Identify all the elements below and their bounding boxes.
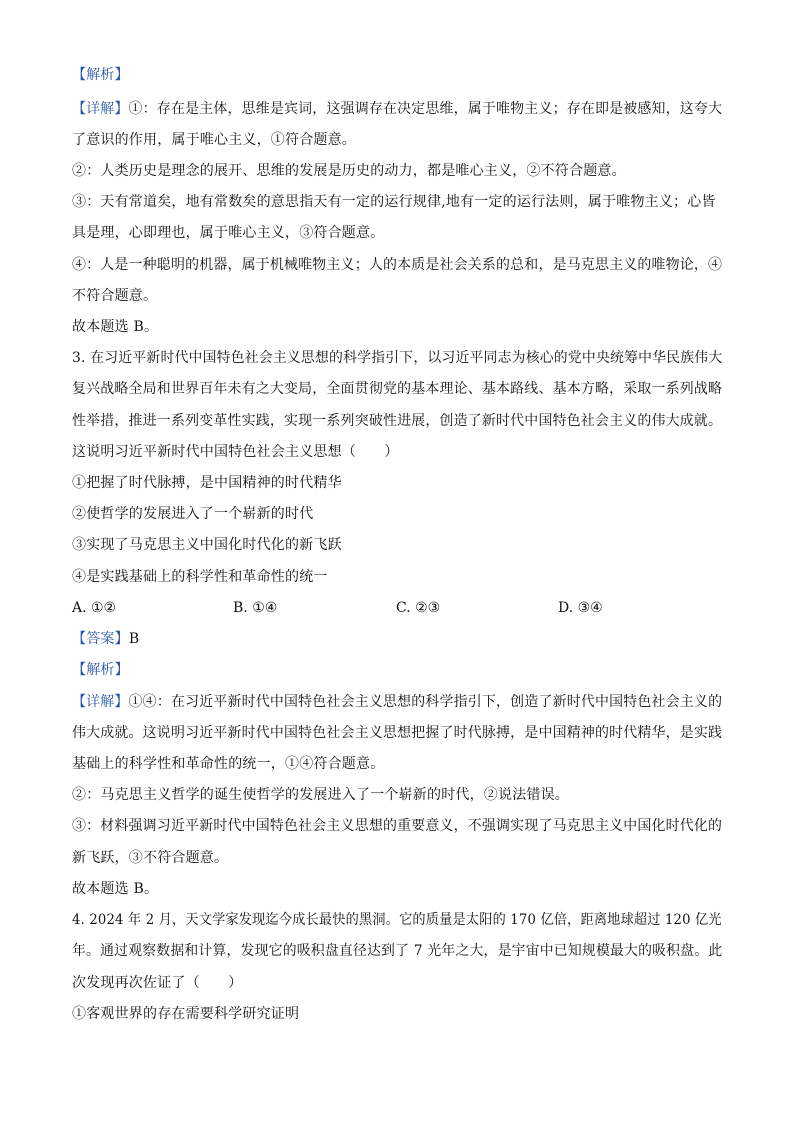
question-4-stem: 年。通过观察数据和计算，发现它的吸积盘直径达到了 7 光年之大，是宇宙中已知规模最大的吸积盘。此 xyxy=(72,943,723,959)
choice-a: A. ①② xyxy=(72,600,117,616)
explanation-line: ③：材料强调习近平新时代中国特色社会主义思想的重要意义，不强调实现了马克思主义中国化时代化的 xyxy=(72,818,723,834)
explanation-line: ②：人类历史是理念的展开、思维的发展是历史的动力，都是唯心主义，②不符合题意。 xyxy=(72,163,626,179)
detail-tag: 【详解】 xyxy=(72,101,129,117)
answer-value: B xyxy=(128,631,140,647)
analysis-heading: 【解析】 xyxy=(72,662,129,678)
question-4-statement: ①客观世界的存在需要科学研究证明 xyxy=(72,1006,300,1022)
choice-c: C. ②③ xyxy=(396,600,441,616)
conclusion-line: 故本题选 B。 xyxy=(72,319,159,335)
detail-tag: 【详解】 xyxy=(72,694,129,710)
question-3-statement: ④是实践基础上的科学性和革命性的统一 xyxy=(72,569,328,585)
explanation-line xyxy=(72,99,722,119)
answer-line xyxy=(72,629,139,649)
choice-b: B. ①④ xyxy=(233,600,278,616)
explanation-text: ①④：在习近平新时代中国特色社会主义思想的科学指引下，创造了新时代中国特色社会主义的 xyxy=(128,694,723,710)
explanation-line: 具是理，心即理也，属于唯心主义，③符合题意。 xyxy=(72,225,385,241)
explanation-line: 基础上的科学性和革命性的统一，①④符合题意。 xyxy=(72,756,385,772)
question-3-statement: ③实现了马克思主义中国化时代化的新飞跃 xyxy=(72,537,342,553)
question-3-stem: 3. 在习近平新时代中国特色社会主义思想的科学指引下，以习近平同志为核心的党中央统筹中华民族伟大 xyxy=(72,350,723,366)
conclusion-line: 故本题选 B。 xyxy=(72,881,159,897)
explanation-line: 了意识的作用，属于唯心主义，①符合题意。 xyxy=(72,132,356,148)
question-3-statement: ①把握了时代脉搏，是中国精神的时代精华 xyxy=(72,475,342,491)
explanation-line xyxy=(72,692,722,712)
answer-tag: 【答案】 xyxy=(72,631,129,647)
explanation-line: 新飞跃，③不符合题意。 xyxy=(72,850,229,866)
question-3-stem: 这说明习近平新时代中国特色社会主义思想（ ） xyxy=(72,444,399,460)
analysis-heading: 【解析】 xyxy=(72,67,129,83)
question-4-stem: 4. 2024 年 2 月，天文学家发现迄今成长最快的黑洞。它的质量是太阳的 170 亿倍，距离地球超过 120 亿光 xyxy=(72,912,722,928)
explanation-line: ③：天有常道矣，地有常数矣的意思指天有一定的运行规律,地有一定的运行法则，属于唯物主义；心皆 xyxy=(72,194,716,210)
explanation-line: ②：马克思主义哲学的诞生使哲学的发展进入了一个崭新的时代，②说法错误。 xyxy=(72,787,569,803)
question-3-statement: ②使哲学的发展进入了一个崭新的时代 xyxy=(72,506,314,522)
question-3-stem: 复兴战略全局和世界百年未有之大变局，全面贯彻党的基本理论、基本路线、基本方略，采取一系列战略 xyxy=(72,381,723,397)
question-3-stem: 性举措，推进一系列变革性实践，实现一系列突破性进展，创造了新时代中国特色社会主义的伟大成就。 xyxy=(72,413,723,429)
explanation-line: 伟大成就。这说明习近平新时代中国特色社会主义思想把握了时代脉搏，是中国精神的时代精华，是实践 xyxy=(72,725,723,741)
explanation-line: 不符合题意。 xyxy=(72,288,158,304)
explanation-line: ④：人是一种聪明的机器，属于机械唯物主义；人的本质是社会关系的总和，是马克思主义的唯物论，④ xyxy=(72,257,723,273)
explanation-text: ①：存在是主体，思维是宾词，这强调存在决定思维，属于唯物主义；存在即是被感知，这夸大 xyxy=(128,101,723,117)
question-4-stem: 次发现再次佐证了（ ） xyxy=(72,975,243,991)
choice-d: D. ③④ xyxy=(558,600,603,616)
